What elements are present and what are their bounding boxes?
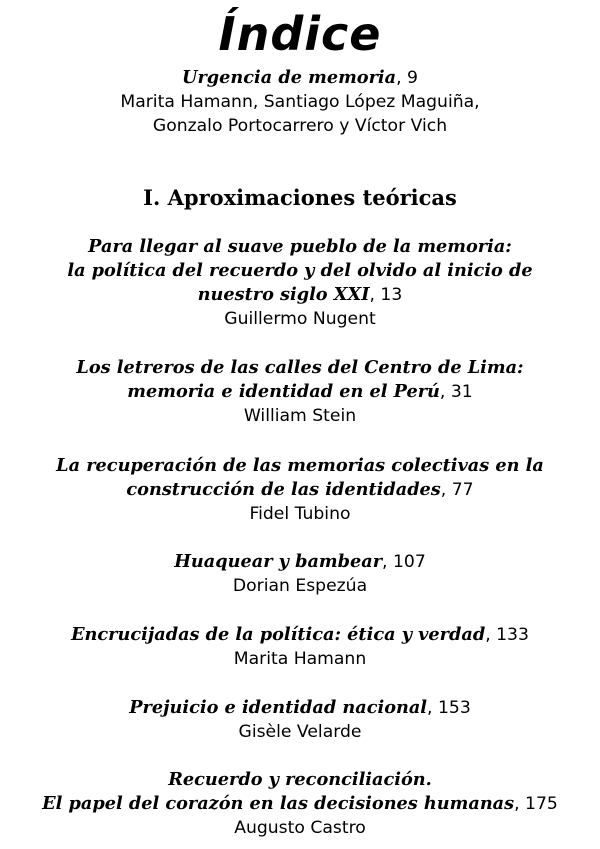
entry-title: La recuperación de las memorias colectivas en la (56, 455, 544, 476)
entry-title: la política del recuerdo y del olvido al inicio de (67, 260, 533, 281)
entry-title: Prejuicio e identidad nacional (129, 697, 428, 718)
entry-page-number: , 153 (427, 698, 471, 718)
entry-title: memoria e identidad en el Perú (127, 381, 440, 402)
toc-heading: Índice (218, 7, 382, 61)
toc-entry (0, 768, 600, 840)
entry-page-number: , 13 (369, 285, 403, 305)
entry-page-number: , 107 (382, 552, 426, 572)
entry-title: Recuerdo y reconciliación. (168, 769, 432, 790)
entry-author: Dorian Espezúa (232, 576, 368, 596)
entry-page-number: , 9 (396, 68, 418, 88)
entry-title: Huaquear y bambear (174, 551, 383, 572)
entry-page-number: , 31 (439, 382, 473, 402)
toc-entry (0, 696, 600, 744)
entry-authors: Marita Hamann, Santiago López Maguiña, (120, 92, 480, 112)
entry-title: construcción de las identidades (126, 479, 441, 500)
toc-entry (0, 356, 600, 428)
entry-title: Urgencia de memoria (182, 67, 397, 88)
entry-author: Gisèle Velarde (238, 722, 362, 742)
entry-author: Marita Hamann (233, 649, 367, 669)
toc-entry (0, 550, 600, 598)
entry-author: Guillermo Nugent (224, 309, 376, 329)
entry-title: nuestro siglo XXI (197, 284, 370, 305)
entry-authors: Gonzalo Portocarrero y Víctor Vich (152, 116, 448, 136)
entry-title: Encrucijadas de la política: ética y verdad (71, 624, 486, 645)
toc-entry (0, 454, 600, 526)
entry-title: El papel del corazón en las decisiones humanas (42, 793, 515, 814)
toc-entry (0, 623, 600, 671)
entry-page-number: , 77 (440, 480, 474, 500)
entry-title: Los letreros de las calles del Centro de Lima: (76, 357, 524, 378)
toc-entry-intro (0, 66, 600, 138)
entry-author: William Stein (243, 406, 357, 426)
entry-author: Augusto Castro (234, 818, 366, 838)
section-heading: I. Aproximaciones teóricas (143, 185, 457, 210)
toc-entry (0, 235, 600, 331)
entry-page-number: , 175 (514, 794, 558, 814)
entry-author: Fidel Tubino (249, 504, 351, 524)
entry-title: Para llegar al suave pueblo de la memoria: (88, 236, 512, 257)
entry-page-number: , 133 (485, 625, 529, 645)
